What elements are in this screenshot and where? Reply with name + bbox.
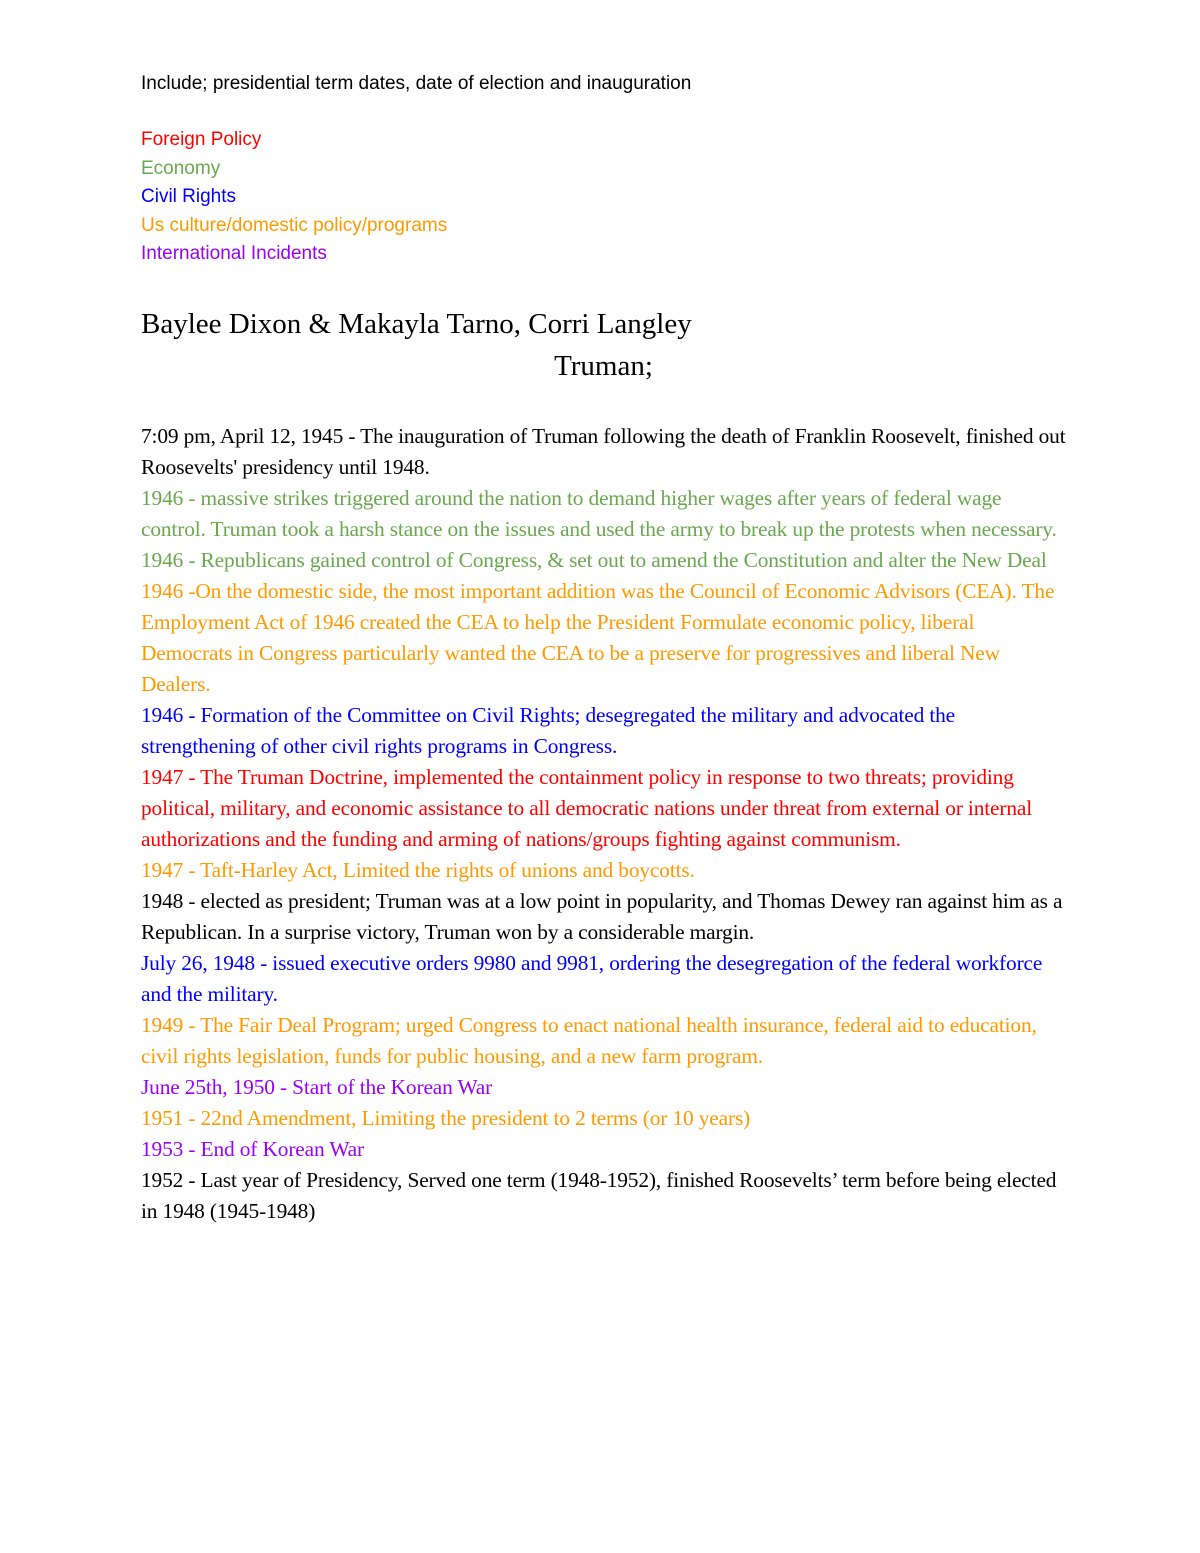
timeline-entry: 1947 - The Truman Doctrine, implemented the containment policy in response to two threats; providing political, military, and economic assistance to all democratic nations under threat from external or internal authorizations and the funding and arming of nations/groups fighting against communism. <box>141 764 1033 851</box>
timeline-entry: 1946 - Republicans gained control of Congress, & set out to amend the Constitution and alter the New Deal <box>141 547 1047 572</box>
timeline-entry: 1946 - massive strikes triggered around the nation to demand higher wages after years of federal wage control. Truman took a harsh stance on the issues and used the army to break up the protests when necessary. <box>141 485 1057 541</box>
legend-item-economy: Economy <box>141 157 221 179</box>
timeline <box>141 421 1066 1227</box>
legend-item-foreign-policy: Foreign Policy <box>141 129 262 150</box>
timeline-entry: 1947 - Taft-Harley Act, Limited the rights of unions and boycotts. <box>141 857 695 882</box>
subject-heading: Truman; <box>554 349 653 382</box>
timeline-entry: 1946 -On the domestic side, the most important addition was the Council of Economic Advisors (CEA). The Employment Act of 1946 created the CEA to help the President Formulate economic policy, liberal Democrats in Congress particularly wanted the CEA to be a preserve for progressives and liberal New Dealers. <box>141 578 1055 696</box>
legend-item-domestic-policy: Us culture/domestic policy/programs <box>141 214 448 236</box>
legend-item-international-incidents: International Incidents <box>141 243 327 264</box>
document-page <box>141 70 1066 1227</box>
timeline-entry: 1951 - 22nd Amendment, Limiting the president to 2 terms (or 10 years) <box>141 1105 751 1130</box>
timeline-entry: 1949 - The Fair Deal Program; urged Congress to enact national health insurance, federal aid to education, civil rights legislation, funds for public housing, and a new farm program. <box>141 1012 1037 1068</box>
color-legend <box>141 126 1066 269</box>
timeline-entry: 1952 - Last year of Presidency, Served one term (1948-1952), finished Roosevelts’ term before being elected in 1948 (1945-1948) <box>141 1167 1057 1223</box>
timeline-entry: 1946 - Formation of the Committee on Civil Rights; desegregated the military and advocated the strengthening of other civil rights programs in Congress. <box>141 702 956 758</box>
timeline-entry: July 26, 1948 - issued executive orders 9980 and 9981, ordering the desegregation of the federal workforce and the military. <box>141 950 1043 1006</box>
timeline-entry: 1948 - elected as president; Truman was at a low point in popularity, and Thomas Dewey ran against him as a Republican. In a surprise victory, Truman won by a considerable margin. <box>141 888 1063 944</box>
instruction-text: Include; presidential term dates, date of election and inauguration <box>141 73 692 94</box>
authors-heading: Baylee Dixon & Makayla Tarno, Corri Langley <box>141 307 692 340</box>
timeline-entry: June 25th, 1950 - Start of the Korean War <box>141 1074 493 1099</box>
legend-item-civil-rights: Civil Rights <box>141 186 237 207</box>
timeline-entry: 7:09 pm, April 12, 1945 - The inauguration of Truman following the death of Franklin Roosevelt, finished out Roosevelts' presidency until 1948. <box>141 423 1066 479</box>
timeline-entry: 1953 - End of Korean War <box>141 1136 364 1161</box>
